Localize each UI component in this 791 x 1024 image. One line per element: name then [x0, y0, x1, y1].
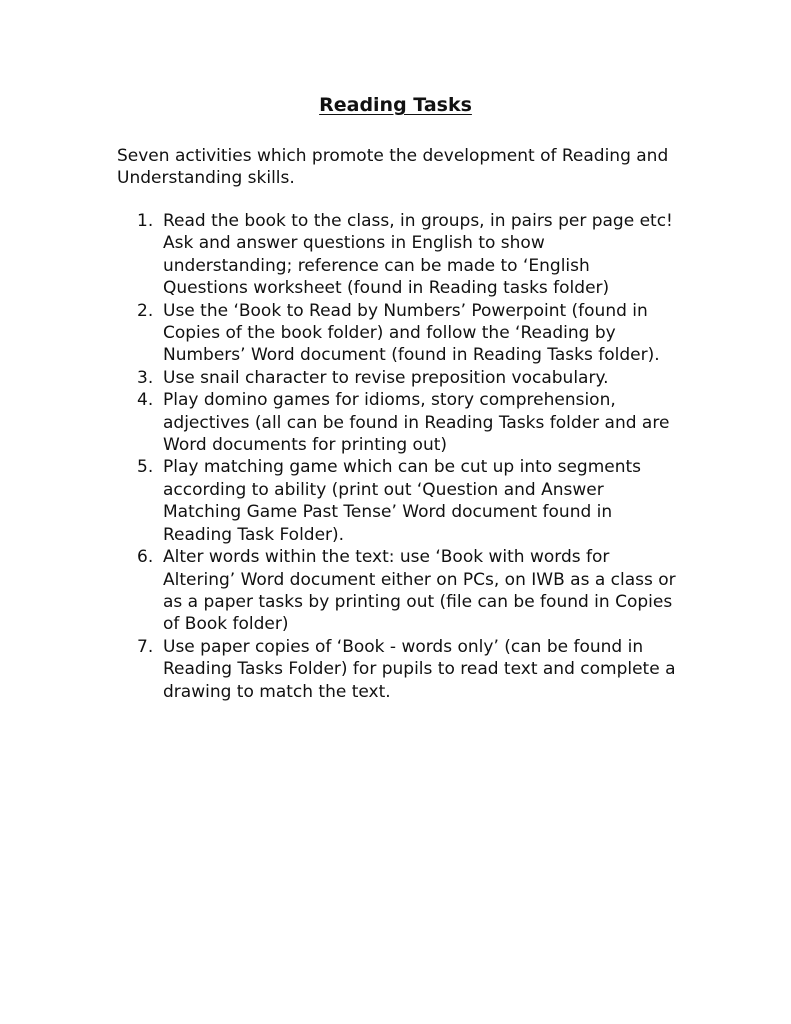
task-list [117, 210, 677, 703]
list-item-text: Play matching game which can be cut up into segments according to ability (print out ‘Question and Answer Matching Game Past Tense’ Word document found in Reading Task Folder). [163, 457, 642, 545]
intro-paragraph: Seven activities which promote the development of Reading and Understanding skills. [117, 146, 669, 189]
list-item-text: Play domino games for idioms, story comprehension, adjectives (all can be found in Reading Tasks folder and are Word documents for printing out) [163, 390, 670, 456]
list-item-number: 2. [137, 300, 154, 321]
list-item-text: Use the ‘Book to Read by Numbers’ Powerpoint (found in Copies of the book folder) and follow the ‘Reading by Numbers’ Word document (found in Reading Tasks folder). [163, 300, 660, 366]
list-item-number: 7. [137, 636, 154, 657]
list-item-text: Read the book to the class, in groups, in pairs per page etc! Ask and answer questions in English to show understanding; reference can be made to ‘English Questions worksheet (found in Reading tasks folder) [163, 211, 673, 299]
list-item-number: 5. [137, 457, 154, 478]
list-item-number: 6. [137, 547, 154, 568]
list-item [117, 367, 677, 389]
list-item [117, 636, 677, 703]
list-item [117, 546, 677, 636]
list-item-text: Use paper copies of ‘Book - words only’ (can be found in Reading Tasks Folder) for pupils to read text and complete a drawing to match the text. [163, 636, 676, 702]
list-item [117, 389, 677, 456]
list-item [117, 300, 677, 367]
list-item-text: Use snail character to revise preposition vocabulary. [163, 367, 609, 388]
list-item-number: 1. [137, 211, 154, 231]
list-item-number: 4. [137, 390, 154, 411]
list-item [117, 210, 677, 300]
list-item [117, 456, 677, 546]
list-item-number: 3. [137, 367, 154, 388]
list-item-text: Alter words within the text: use ‘Book with words for Altering’ Word document either on PCs, on IWB as a class or as a paper tasks by printing out (file can be found in Copies of Book folder) [163, 547, 676, 635]
page-title: Reading Tasks [319, 94, 472, 116]
